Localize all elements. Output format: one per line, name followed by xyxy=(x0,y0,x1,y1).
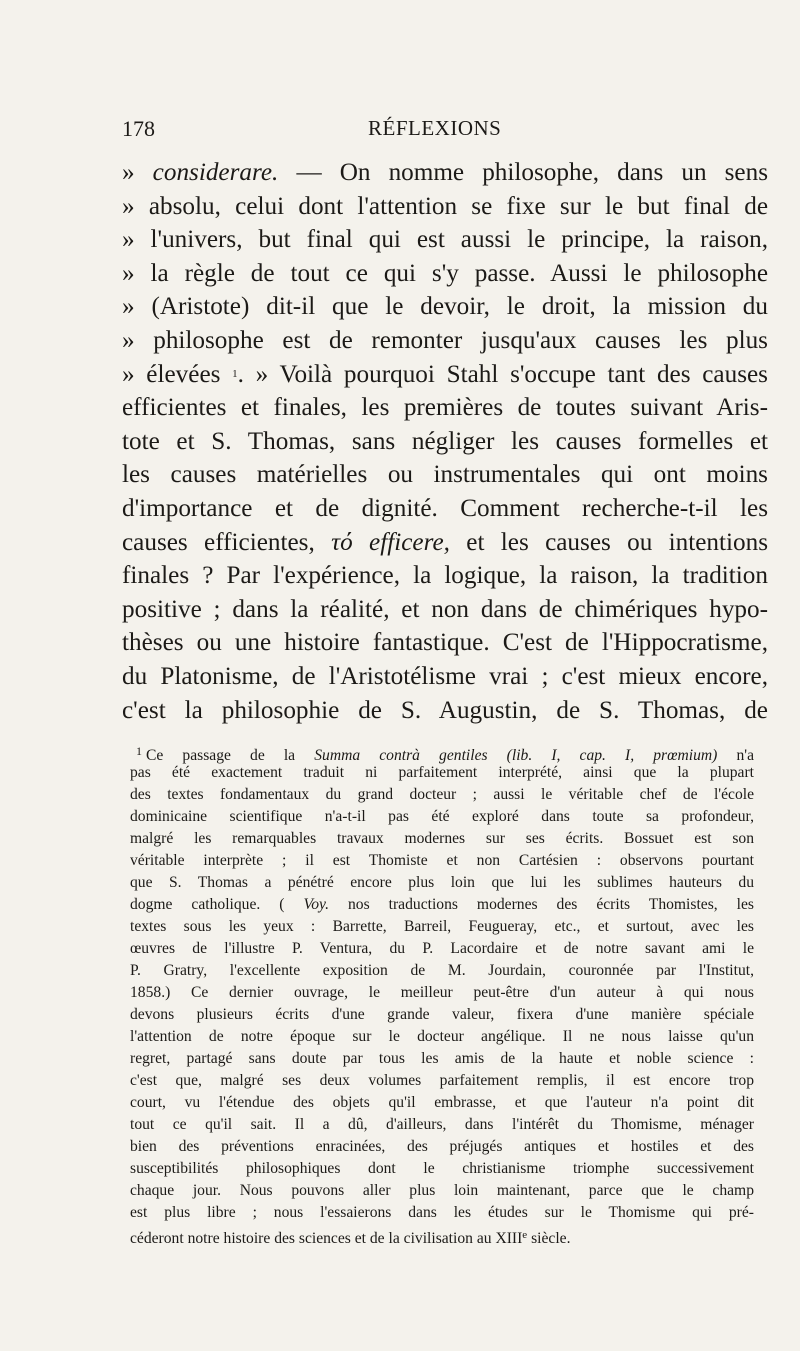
page-number: 178 xyxy=(122,116,155,141)
footnote-line: textes sous les yeux : Barrette, Barreil, Feugueray, etc., et surtout, avec les xyxy=(130,918,754,935)
footnote-line: tout ce qu'il sait. Il a dû, d'ailleurs, dans l'intérêt du Thomisme, ménager xyxy=(130,1116,754,1133)
footnote-line: des textes fondamentaux du grand docteur ; aussi le véritable chef de l'école xyxy=(130,786,754,803)
running-head: RÉFLEXIONS xyxy=(368,116,502,140)
page-header xyxy=(122,116,772,146)
text-line: causes efficientes, τό efficere, et les causes ou intentions xyxy=(122,528,768,556)
italic-abbrev: Voy. xyxy=(303,896,330,913)
text-line: » considerare. — On nomme philosophe, dans un sens xyxy=(122,159,768,186)
superscript: e xyxy=(522,1229,528,1241)
footnote-line: P. Gratry, l'excellente exposition de M. Jourdain, couronnée par l'Institut, xyxy=(130,962,754,979)
text-line: tote et S. Thomas, sans négliger les causes formelles et xyxy=(122,427,768,455)
text-line: » l'univers, but final qui est aussi le principe, la raison, xyxy=(122,226,768,254)
italic-phrase: τό efficere, xyxy=(331,528,450,556)
footnote-line: pas été exactement traduit ni parfaitement interprété, ainsi que la plupart xyxy=(130,764,754,781)
footnote xyxy=(130,740,754,1246)
text-line: » absolu, celui dont l'attention se fixe sur le but final de xyxy=(122,192,768,220)
text-line: thèses ou une histoire fantastique. C'est de l'Hippocratisme, xyxy=(122,629,768,657)
footnote-line: céderont notre histoire des sciences et de la civilisation au XIIIe siècle. xyxy=(130,1229,571,1247)
footnote-line: véritable interprète ; il est Thomiste et non Cartésien : observons pourtant xyxy=(130,852,754,869)
footnote-line: l'attention de notre époque sur le docteur angélique. Il ne nous laisse qu'un xyxy=(130,1028,754,1045)
text-line: » philosophe est de remonter jusqu'aux causes les plus xyxy=(122,326,768,354)
text-line: » (Aristote) dit-il que le devoir, le droit, la mission du xyxy=(122,293,768,321)
footnote-line: dominicaine scientifique n'a-t-il pas été exploré dans toute sa profondeur, xyxy=(130,808,754,825)
text-line: » élevées $^1$. » Voilà pourquoi Stahl s'occupe tant des causes xyxy=(122,360,768,388)
text-line: finales ? Par l'expérience, la logique, la raison, la tradition xyxy=(122,562,768,590)
text-line: d'importance et de dignité. Comment recherche-t-il les xyxy=(122,494,768,522)
text-line: c'est la philosophie de S. Augustin, de S. Thomas, de xyxy=(122,696,768,724)
footnote-line: c'est que, malgré ses deux volumes parfaitement remplis, il est encore trop xyxy=(130,1072,754,1089)
footnote-line: $^1$ Ce passage de la Summa contrà gentiles (lib. I, cap. I, prœmium) n'a xyxy=(136,744,754,764)
footnote-line: bien des préventions enracinées, des préjugés antiques et hostiles et des xyxy=(130,1138,754,1155)
text-line: les causes matérielles ou instrumentales qui ont moins xyxy=(122,461,768,489)
footnote-line: 1858.) Ce dernier ouvrage, le meilleur peut-être d'un auteur à qui nous xyxy=(130,984,754,1001)
footnote-line: chaque jour. Nous pouvons aller plus loin maintenant, parce que le champ xyxy=(130,1182,754,1199)
footnote-line: que S. Thomas a pénétré encore plus loin que lui les sublimes hauteurs du xyxy=(130,874,754,891)
footnote-line: dogme catholique. ( Voy. nos traductions modernes des écrits Thomistes, les xyxy=(130,896,754,913)
text-line: du Platonisme, de l'Aristotélisme vrai ; c'est mieux encore, xyxy=(122,662,768,690)
italic-word: considerare. xyxy=(152,159,279,186)
footnote-line: court, vu l'étendue des objets qu'il embrasse, et que l'auteur n'a point dit xyxy=(130,1094,754,1111)
text-line: » la règle de tout ce qui s'y passe. Aussi le philosophe xyxy=(122,259,768,287)
footnote-line: œuvres de l'illustre P. Ventura, du P. Lacordaire et de notre savant ami le xyxy=(130,940,754,957)
footnote-line: malgré les remarquables travaux modernes sur ses écrits. Bossuet est son xyxy=(130,830,754,847)
text-line: efficientes et finales, les premières de toutes suivant Aris- xyxy=(122,394,768,422)
italic-title: Summa contrà gentiles (lib. I, cap. I, prœmium) xyxy=(314,747,718,764)
footnote-line: devons plusieurs écrits d'une grande valeur, fixera d'une manière spéciale xyxy=(130,1006,754,1023)
footnote-line: susceptibilités philosophiques dont le christianisme triomphe successivement xyxy=(130,1160,754,1177)
main-text xyxy=(122,156,768,727)
footnote-reference: 1 xyxy=(232,367,238,380)
footnote-line: regret, partagé sans doute par tous les amis de la haute et noble science : xyxy=(130,1050,754,1067)
text-line: positive ; dans la réalité, et non dans de chimériques hypo- xyxy=(122,595,768,623)
footnote-line: est plus libre ; nous l'essaierons dans les études sur le Thomisme qui pré- xyxy=(130,1204,754,1221)
footnote-marker: 1 xyxy=(136,744,142,758)
